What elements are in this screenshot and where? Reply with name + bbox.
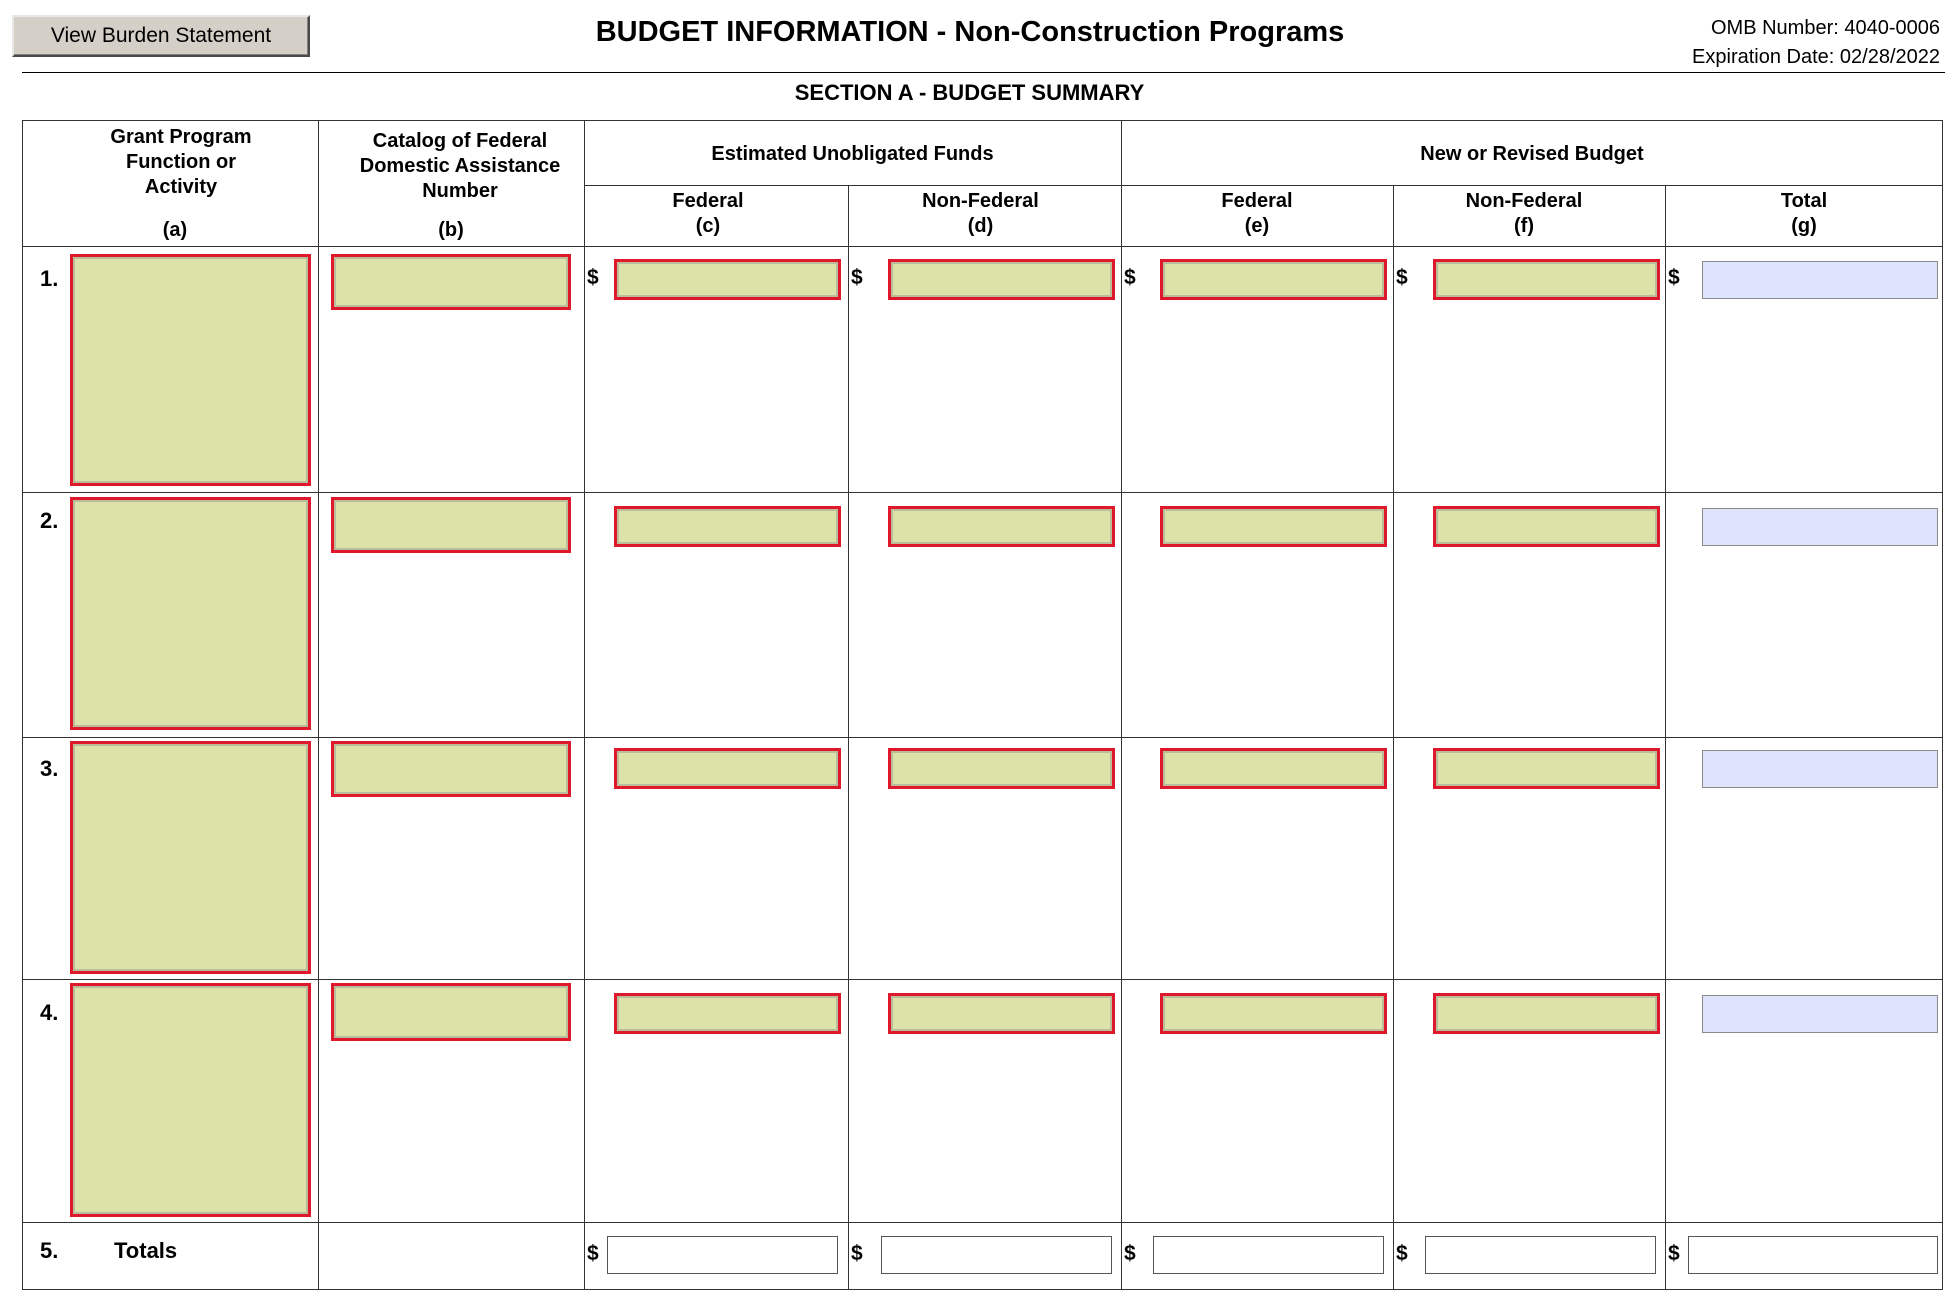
currency-symbol: $ <box>1396 1242 1408 1265</box>
omb-info <box>1692 14 1940 72</box>
column-divider <box>1121 120 1122 1290</box>
column-header-f <box>1393 189 1655 239</box>
header-text: Federal <box>1221 190 1293 212</box>
row2-grant-program-field[interactable] <box>70 497 311 730</box>
header-text: Activity <box>144 176 218 198</box>
row-divider <box>22 246 1943 247</box>
row-divider <box>584 185 1943 186</box>
header-text: (g) <box>1791 215 1817 237</box>
total-new-nonfederal-field[interactable] <box>1425 1236 1656 1274</box>
column-letter-b: (b) <box>438 219 464 241</box>
row-number-3: 3. <box>40 756 59 781</box>
currency-symbol: $ <box>851 266 863 289</box>
row4-new-federal-field[interactable] <box>1160 993 1387 1034</box>
row4-unobligated-federal-field[interactable] <box>614 993 841 1034</box>
row3-unobligated-nonfederal-field[interactable] <box>888 748 1115 789</box>
row1-new-federal-field[interactable] <box>1160 259 1387 300</box>
header-text: Number <box>422 180 498 202</box>
row2-unobligated-nonfederal-field[interactable] <box>888 506 1115 547</box>
currency-symbol: $ <box>1124 266 1136 289</box>
omb-number: OMB Number: 4040-0006 <box>1710 17 1940 39</box>
row4-new-nonfederal-field[interactable] <box>1433 993 1660 1034</box>
row3-new-federal-field[interactable] <box>1160 748 1387 789</box>
header-text: (c) <box>695 215 721 237</box>
row3-new-nonfederal-field[interactable] <box>1433 748 1660 789</box>
form-title: BUDGET INFORMATION - Non-Construction Programs <box>595 16 1345 48</box>
header-text: Domestic Assistance <box>359 155 561 177</box>
row-number-5: 5. <box>40 1238 59 1263</box>
currency-symbol: $ <box>1668 266 1680 289</box>
row4-cfda-number-field[interactable] <box>331 983 571 1041</box>
total-unobligated-nonfederal-field[interactable] <box>881 1236 1112 1274</box>
row-divider <box>22 979 1943 980</box>
row1-cfda-number-field[interactable] <box>331 254 571 310</box>
currency-symbol: $ <box>1396 266 1408 289</box>
section-title: SECTION A - BUDGET SUMMARY <box>794 80 1145 105</box>
header-text: Function or <box>126 151 236 173</box>
header-text: (f) <box>1514 215 1534 237</box>
row3-unobligated-federal-field[interactable] <box>614 748 841 789</box>
row-number-4: 4. <box>40 1000 59 1025</box>
row2-cfda-number-field[interactable] <box>331 497 571 553</box>
header-text: (e) <box>1244 215 1270 237</box>
column-header-c <box>584 189 832 239</box>
row3-grant-program-field[interactable] <box>70 741 311 974</box>
row4-unobligated-nonfederal-field[interactable] <box>888 993 1115 1034</box>
totals-label: Totals <box>114 1238 178 1263</box>
column-letter-a: (a) <box>162 219 188 241</box>
currency-symbol: $ <box>851 1242 863 1265</box>
column-header-b <box>318 129 602 204</box>
row-number-2: 2. <box>40 508 59 533</box>
view-burden-statement-button[interactable]: View Burden Statement <box>12 15 310 57</box>
currency-symbol: $ <box>587 1242 599 1265</box>
column-header-d <box>848 189 1113 239</box>
total-new-federal-field[interactable] <box>1153 1236 1384 1274</box>
header-text: Federal <box>672 190 744 212</box>
header-divider <box>22 72 1945 73</box>
row1-new-nonfederal-field[interactable] <box>1433 259 1660 300</box>
row1-unobligated-federal-field[interactable] <box>614 259 841 300</box>
currency-symbol: $ <box>1124 1242 1136 1265</box>
row-divider <box>22 1289 1943 1290</box>
header-text: Grant Program <box>110 126 252 148</box>
row-divider <box>22 492 1943 493</box>
total-unobligated-federal-field[interactable] <box>607 1236 838 1274</box>
row2-new-nonfederal-field[interactable] <box>1433 506 1660 547</box>
column-header-e <box>1121 189 1393 239</box>
group-header-unobligated: Estimated Unobligated Funds <box>711 143 994 165</box>
header-text: Catalog of Federal <box>372 130 548 152</box>
row-number-1: 1. <box>40 266 59 291</box>
header-text: Non-Federal <box>1465 190 1583 212</box>
row2-total-field[interactable] <box>1702 508 1938 546</box>
row1-grant-program-field[interactable] <box>70 254 311 486</box>
currency-symbol: $ <box>1668 1242 1680 1265</box>
column-header-g <box>1665 189 1943 239</box>
column-divider <box>584 120 585 1290</box>
currency-symbol: $ <box>587 266 599 289</box>
column-header-a <box>22 125 340 200</box>
row-divider <box>22 1222 1943 1223</box>
row3-cfda-number-field[interactable] <box>331 741 571 797</box>
expiration-date: Expiration Date: 02/28/2022 <box>1692 46 1940 68</box>
group-header-new-budget: New or Revised Budget <box>1420 143 1644 165</box>
row1-unobligated-nonfederal-field[interactable] <box>888 259 1115 300</box>
row3-total-field[interactable] <box>1702 750 1938 788</box>
row4-total-field[interactable] <box>1702 995 1938 1033</box>
row2-unobligated-federal-field[interactable] <box>614 506 841 547</box>
row2-new-federal-field[interactable] <box>1160 506 1387 547</box>
column-divider <box>318 120 319 1290</box>
row1-total-field[interactable] <box>1702 261 1938 299</box>
row4-grant-program-field[interactable] <box>70 983 311 1217</box>
row-divider <box>22 737 1943 738</box>
header-text: Non-Federal <box>922 190 1039 212</box>
header-text: (d) <box>967 215 994 237</box>
grand-total-field[interactable] <box>1688 1236 1938 1274</box>
header-text: Total <box>1780 190 1828 212</box>
